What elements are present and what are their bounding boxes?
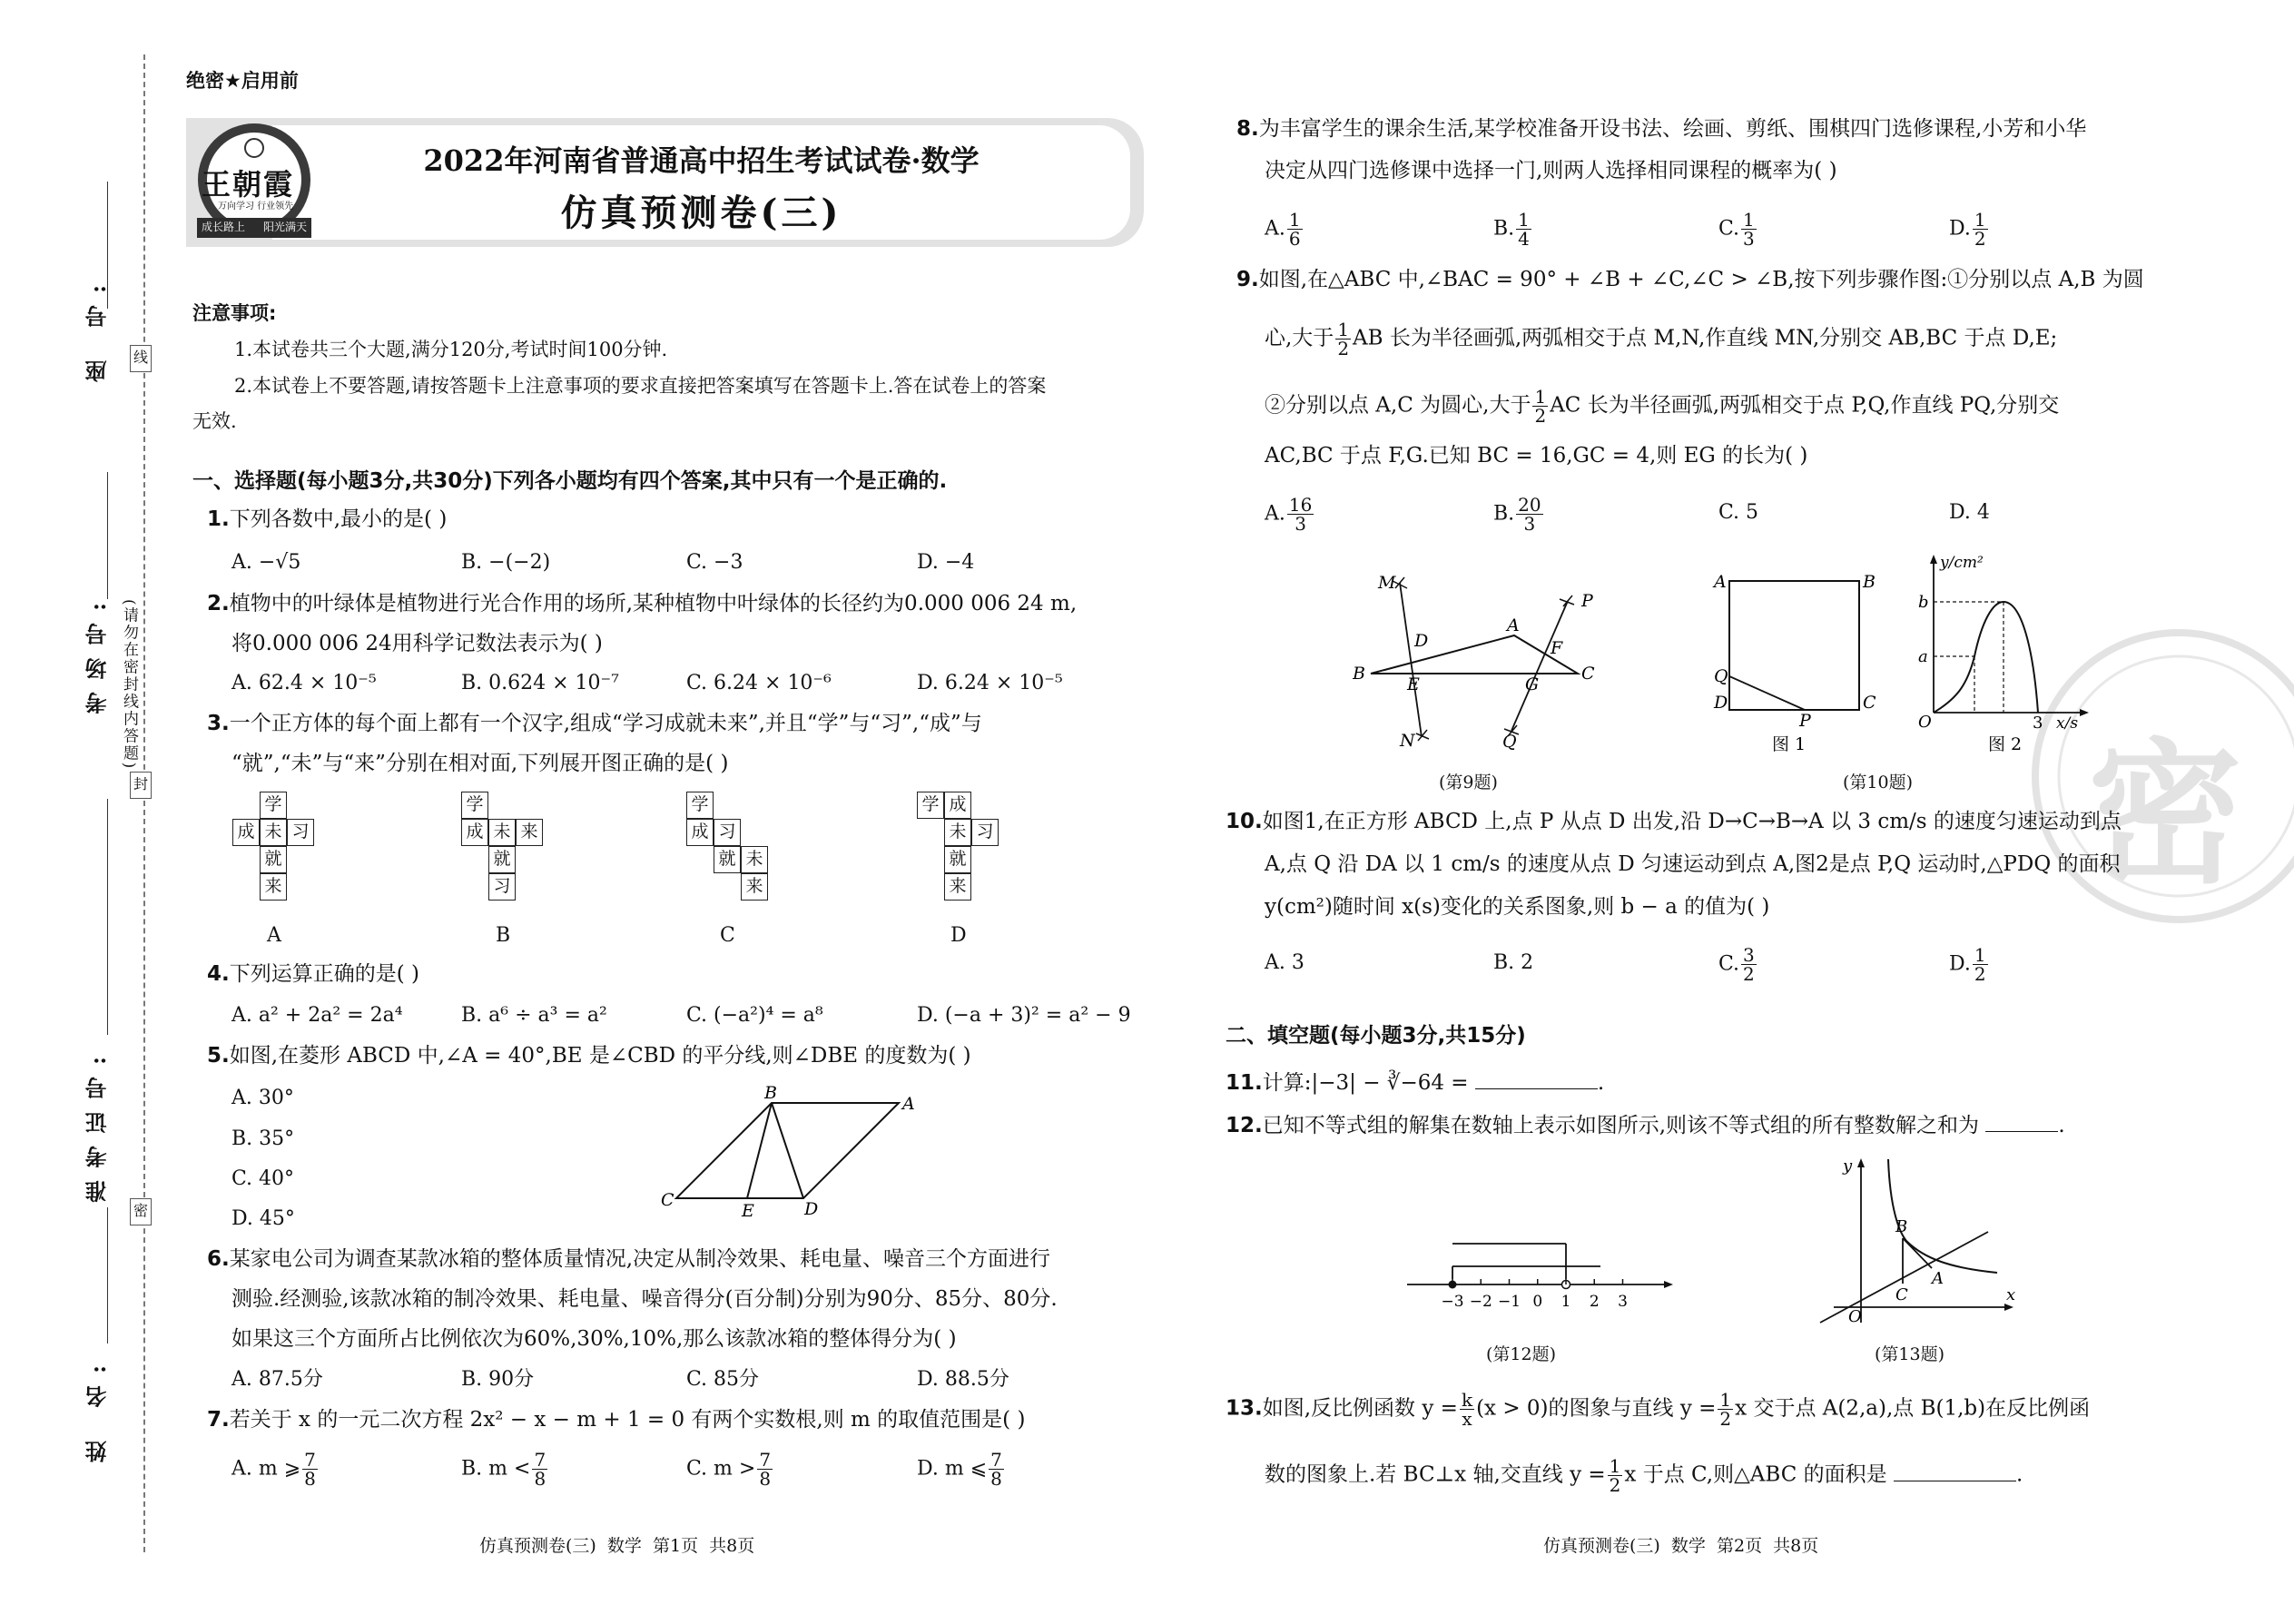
svg-text:O: O bbox=[1848, 1307, 1862, 1326]
exam-id-label: 准考证号: bbox=[84, 1044, 111, 1203]
secret-label: 绝密★启用前 bbox=[186, 70, 299, 92]
question-4: 4.下列运算正确的是( ) bbox=[207, 962, 420, 986]
q5-label-e: E bbox=[742, 1201, 754, 1216]
seal-mark-mi: 密 bbox=[130, 1198, 152, 1225]
q5-label-d: D bbox=[804, 1199, 819, 1216]
room-label: 考场号: bbox=[84, 590, 111, 714]
q1-option-d: D. −4 bbox=[917, 551, 975, 574]
section-2-title: 二、填空题(每小题3分,共15分) bbox=[1226, 1024, 1526, 1048]
svg-text:D: D bbox=[1414, 631, 1429, 651]
q10-caption: (第10题) bbox=[1843, 773, 1914, 792]
question-9-line-4: AC,BC 于点 F,G.已知 BC = 16,GC = 4,则 EG 的长为( ) bbox=[1265, 444, 1808, 468]
q4-option-c: C. (−a²)⁴ = a⁸ bbox=[686, 1004, 823, 1027]
q12-number-line bbox=[1403, 1221, 1684, 1312]
seat-label: 座 号: bbox=[84, 272, 111, 383]
q4-option-b: B. a⁶ ÷ a³ = a² bbox=[461, 1004, 607, 1027]
q5-rhombus-figure bbox=[654, 1080, 926, 1216]
svg-text:E: E bbox=[1407, 674, 1420, 694]
net-label-a: A bbox=[267, 924, 281, 947]
svg-text:M: M bbox=[1378, 573, 1396, 593]
q6-option-b: B. 90分 bbox=[461, 1368, 535, 1391]
q10-option-a: A. 3 bbox=[1265, 951, 1305, 974]
q9-option-a: A. $\frac{16}{3}$ bbox=[1265, 494, 1313, 535]
q2-option-a: A. 62.4 × 10⁻⁵ bbox=[231, 672, 377, 694]
svg-text:A: A bbox=[1932, 1269, 1944, 1288]
question-9: 9.如图,在△ABC 中,∠BAC = 90° + ∠B + ∠C,∠C > ∠B,按下列步骤作图:①分别以点 A,B 为圆 bbox=[1236, 268, 2144, 291]
question-5: 5.如图,在菱形 ABCD 中,∠A = 40°,BE 是∠CBD 的平分线,则∠DBE 的度数为( ) bbox=[207, 1044, 971, 1068]
q12-answer-blank[interactable] bbox=[1985, 1131, 2058, 1132]
number-line-tick-label: 2 bbox=[1589, 1293, 1600, 1311]
q6-option-a: A. 87.5分 bbox=[231, 1368, 323, 1391]
q13-caption: (第13题) bbox=[1875, 1344, 1945, 1364]
question-8: 8.为丰富学生的课余生活,某学校准备开设书法、绘画、剪纸、围棋四门选修课程,小芳和小华 bbox=[1236, 117, 2087, 141]
exam-subtitle: 仿真预测卷(三) bbox=[560, 192, 842, 234]
q1-option-b: B. −(−2) bbox=[461, 551, 551, 574]
exam-title: 2022年河南省普通高中招生考试试卷·数学 bbox=[423, 143, 980, 178]
q7-option-b: B. m < $\frac{7}{8}$ bbox=[461, 1449, 546, 1490]
footer-right: 仿真预测卷(三) 数学 第2页 共8页 bbox=[1543, 1536, 1819, 1556]
q5-option-c: C. 40° bbox=[231, 1167, 295, 1190]
room-line bbox=[107, 472, 108, 599]
q7-option-a: A. m ⩾ $\frac{7}{8}$ bbox=[231, 1449, 316, 1490]
q12-caption: (第12题) bbox=[1486, 1344, 1557, 1364]
name-line bbox=[107, 1207, 108, 1343]
svg-text:A: A bbox=[1714, 572, 1727, 592]
q6-option-c: C. 85分 bbox=[686, 1368, 760, 1391]
q9-option-b: B. $\frac{20}{3}$ bbox=[1493, 494, 1541, 535]
logo-name: 王朝霞 bbox=[202, 167, 295, 202]
q10-figure-2 bbox=[1911, 549, 2092, 753]
question-6-line-2: 测验.经测验,该款冰箱的制冷效果、耗电量、噪音得分(百分制)分别为90分、85分、80分. bbox=[231, 1287, 1058, 1311]
question-13-line-2: 数的图象上.若 BC⊥x 轴,交直线 y = $\frac{1}{2}$ x 于点 C,则△ABC 的面积是 . bbox=[1265, 1455, 2023, 1496]
binding-dashed-line bbox=[143, 54, 145, 1552]
number-line-tick-label: −1 bbox=[1497, 1293, 1521, 1311]
svg-text:D: D bbox=[1714, 693, 1728, 713]
question-8-line-2: 决定从四门选修课中选择一门,则两人选择相同课程的概率为( ) bbox=[1265, 159, 1837, 182]
q9-caption: (第9题) bbox=[1439, 773, 1498, 792]
seal-mark-xian: 线 bbox=[130, 345, 152, 372]
question-10: 10.如图1,在正方形 ABCD 上,点 P 从点 D 出发,沿 D→C→B→A 以 3 cm/s 的速度匀速运动到点 bbox=[1226, 810, 2122, 833]
svg-text:Q: Q bbox=[1714, 666, 1728, 686]
question-13: 13.如图,反比例函数 y = $\frac{k}{x}$ (x > 0)的图象与直线 y = $\frac{1}{2}$ x 交于点 A(2,a),点 B(1,b)在反比例函 bbox=[1226, 1389, 2091, 1430]
svg-text:B: B bbox=[1353, 664, 1365, 684]
q10-figure-1 bbox=[1707, 563, 1888, 753]
notice-line-2: 2.本试卷上不要答题,请按答题卡上注意事项的要求直接把答案填写在答题卡上.答在试卷上的答案 bbox=[234, 375, 1047, 397]
net-label-d: D bbox=[950, 924, 967, 947]
q5-label-b: B bbox=[764, 1083, 777, 1103]
q8-option-a: A. $\frac{1}{6}$ bbox=[1265, 209, 1301, 250]
svg-text:A: A bbox=[1507, 615, 1520, 635]
svg-text:B: B bbox=[1895, 1217, 1908, 1236]
net-label-c: C bbox=[720, 924, 735, 947]
question-6-line-3: 如果这三个方面所占比例依次为60%,30%,10%,那么该款冰箱的整体得分为( ) bbox=[231, 1327, 957, 1351]
svg-text:x/s: x/s bbox=[2056, 714, 2079, 733]
logo-sub: 万向学习 行业领先 bbox=[218, 202, 294, 212]
q9-figure bbox=[1353, 563, 1625, 753]
q9-option-c: C. 5 bbox=[1718, 501, 1759, 524]
svg-text:F: F bbox=[1551, 638, 1563, 658]
svg-text:y: y bbox=[1843, 1156, 1853, 1176]
logo-ribbon-left: 成长路上 bbox=[202, 221, 246, 233]
q1-option-a: A. −√5 bbox=[231, 551, 301, 574]
question-9-line-3: ②分别以点 A,C 为圆心,大于 $\frac{1}{2}$ AC 长为半径画弧,两弧相交于点 P,Q,作直线 PQ,分别交 bbox=[1265, 386, 2060, 427]
svg-text:G: G bbox=[1525, 674, 1540, 694]
svg-text:图 1: 图 1 bbox=[1772, 734, 1807, 753]
q4-option-a: A. a² + 2a² = 2a⁴ bbox=[231, 1004, 403, 1027]
question-3: 3.一个正方体的每个面上都有一个汉字,组成“学习成就未来”,并且“学”与“习”,“成”与 bbox=[207, 712, 982, 735]
q11-answer-blank[interactable] bbox=[1475, 1088, 1598, 1089]
seal-note: (请勿在密封线内答题) bbox=[120, 599, 138, 771]
number-line-tick-label: 1 bbox=[1561, 1293, 1571, 1311]
svg-text:y/cm²: y/cm² bbox=[1940, 554, 1984, 572]
q2-option-d: D. 6.24 × 10⁻⁵ bbox=[917, 672, 1063, 694]
question-1: 1.下列各数中,最小的是( ) bbox=[207, 507, 448, 531]
q5-option-a: A. 30° bbox=[231, 1087, 294, 1109]
q5-label-a: A bbox=[902, 1094, 915, 1114]
number-line-tick-label: −2 bbox=[1469, 1293, 1492, 1311]
svg-text:N: N bbox=[1400, 731, 1415, 751]
svg-text:C: C bbox=[1581, 664, 1595, 684]
svg-text:P: P bbox=[1799, 711, 1811, 731]
q1-option-c: C. −3 bbox=[686, 551, 743, 574]
question-3-line-2: “就”,“未”与“来”分别在相对面,下列展开图正确的是( ) bbox=[231, 752, 729, 775]
notice-line-2b: 无效. bbox=[192, 410, 237, 432]
q7-option-c: C. m > $\frac{7}{8}$ bbox=[686, 1449, 772, 1490]
q10-option-d: D. $\frac{1}{2}$ bbox=[1949, 944, 1986, 985]
q9-option-d: D. 4 bbox=[1949, 501, 1990, 524]
footer-left: 仿真预测卷(三) 数学 第1页 共8页 bbox=[479, 1536, 755, 1556]
question-7: 7.若关于 x 的一元二次方程 2x² − x − m + 1 = 0 有两个实数根,则 m 的取值范围是( ) bbox=[207, 1408, 1026, 1432]
svg-text:P: P bbox=[1581, 591, 1593, 611]
svg-text:C: C bbox=[1863, 693, 1876, 713]
question-10-line-2: A,点 Q 沿 DA 以 1 cm/s 的速度从点 D 匀速运动到点 A,图2是点 P,Q 运动时,△PDQ 的面积 bbox=[1265, 852, 2121, 876]
q10-option-c: C. $\frac{3}{2}$ bbox=[1718, 944, 1755, 985]
q8-option-c: C. $\frac{1}{3}$ bbox=[1718, 209, 1755, 250]
question-11: 11.计算:|−3| − ∛−64 = . bbox=[1226, 1071, 1605, 1095]
q8-option-b: B. $\frac{1}{4}$ bbox=[1493, 209, 1530, 250]
svg-text:Q: Q bbox=[1502, 732, 1517, 752]
name-label: 姓 名: bbox=[84, 1353, 111, 1463]
svg-text:b: b bbox=[1918, 593, 1929, 612]
number-line-tick-label: 0 bbox=[1532, 1293, 1543, 1311]
q8-option-d: D. $\frac{1}{2}$ bbox=[1949, 209, 1986, 250]
svg-text:O: O bbox=[1918, 713, 1932, 732]
exam-id-line bbox=[107, 799, 108, 1035]
seat-line bbox=[107, 182, 108, 309]
question-2-line-2: 将0.000 006 24用科学记数法表示为( ) bbox=[231, 632, 603, 655]
notice-line-1: 1.本试卷共三个大题,满分120分,考试时间100分钟. bbox=[234, 339, 668, 360]
question-12: 12.已知不等式组的解集在数轴上表示如图所示,则该不等式组的所有整数解之和为 . bbox=[1226, 1114, 2065, 1137]
question-9-line-2: 心,大于 $\frac{1}{2}$ AB 长为半径画弧,两弧相交于点 M,N,作直线 MN,分别交 AB,BC 于点 D,E; bbox=[1265, 319, 2058, 359]
q13-figure bbox=[1816, 1155, 2024, 1327]
section-1-title: 一、选择题(每小题3分,共30分)下列各小题均有四个答案,其中只有一个是正确的. bbox=[192, 469, 948, 493]
q2-option-c: C. 6.24 × 10⁻⁶ bbox=[686, 672, 832, 694]
svg-text:图 2: 图 2 bbox=[1988, 734, 2023, 753]
question-10-line-3: y(cm²)随时间 x(s)变化的关系图象,则 b − a 的值为( ) bbox=[1265, 895, 1770, 919]
q5-label-c: C bbox=[661, 1190, 674, 1210]
q5-option-b: B. 35° bbox=[231, 1127, 295, 1150]
logo-ribbon-right: 阳光满天 bbox=[263, 221, 308, 233]
svg-text:C: C bbox=[1895, 1285, 1908, 1304]
q5-option-d: D. 45° bbox=[231, 1207, 295, 1230]
question-2: 2.植物中的叶绿体是植物进行光合作用的场所,某种植物中叶绿体的长径约为0.000 006 24 m, bbox=[207, 592, 1078, 615]
q6-option-d: D. 88.5分 bbox=[917, 1368, 1009, 1391]
question-6: 6.某家电公司为调查某款冰箱的整体质量情况,决定从制冷效果、耗电量、噪音三个方面进行 bbox=[207, 1247, 1051, 1271]
q10-option-b: B. 2 bbox=[1493, 951, 1534, 974]
svg-text:x: x bbox=[2006, 1285, 2016, 1304]
net-label-b: B bbox=[496, 924, 511, 947]
notice-title: 注意事项: bbox=[192, 302, 277, 324]
watermark-text: 密 bbox=[2088, 723, 2243, 905]
svg-text:3: 3 bbox=[2033, 714, 2043, 733]
number-line-tick-label: −3 bbox=[1441, 1293, 1464, 1311]
svg-text:a: a bbox=[1918, 647, 1928, 666]
q2-option-b: B. 0.624 × 10⁻⁷ bbox=[461, 672, 619, 694]
number-line-tick-label: 3 bbox=[1618, 1293, 1628, 1311]
q4-option-d: D. (−a + 3)² = a² − 9 bbox=[917, 1004, 1131, 1027]
svg-text:B: B bbox=[1863, 572, 1876, 592]
seal-mark-feng: 封 bbox=[130, 772, 152, 799]
q7-option-d: D. m ⩽ $\frac{7}{8}$ bbox=[917, 1449, 1002, 1490]
